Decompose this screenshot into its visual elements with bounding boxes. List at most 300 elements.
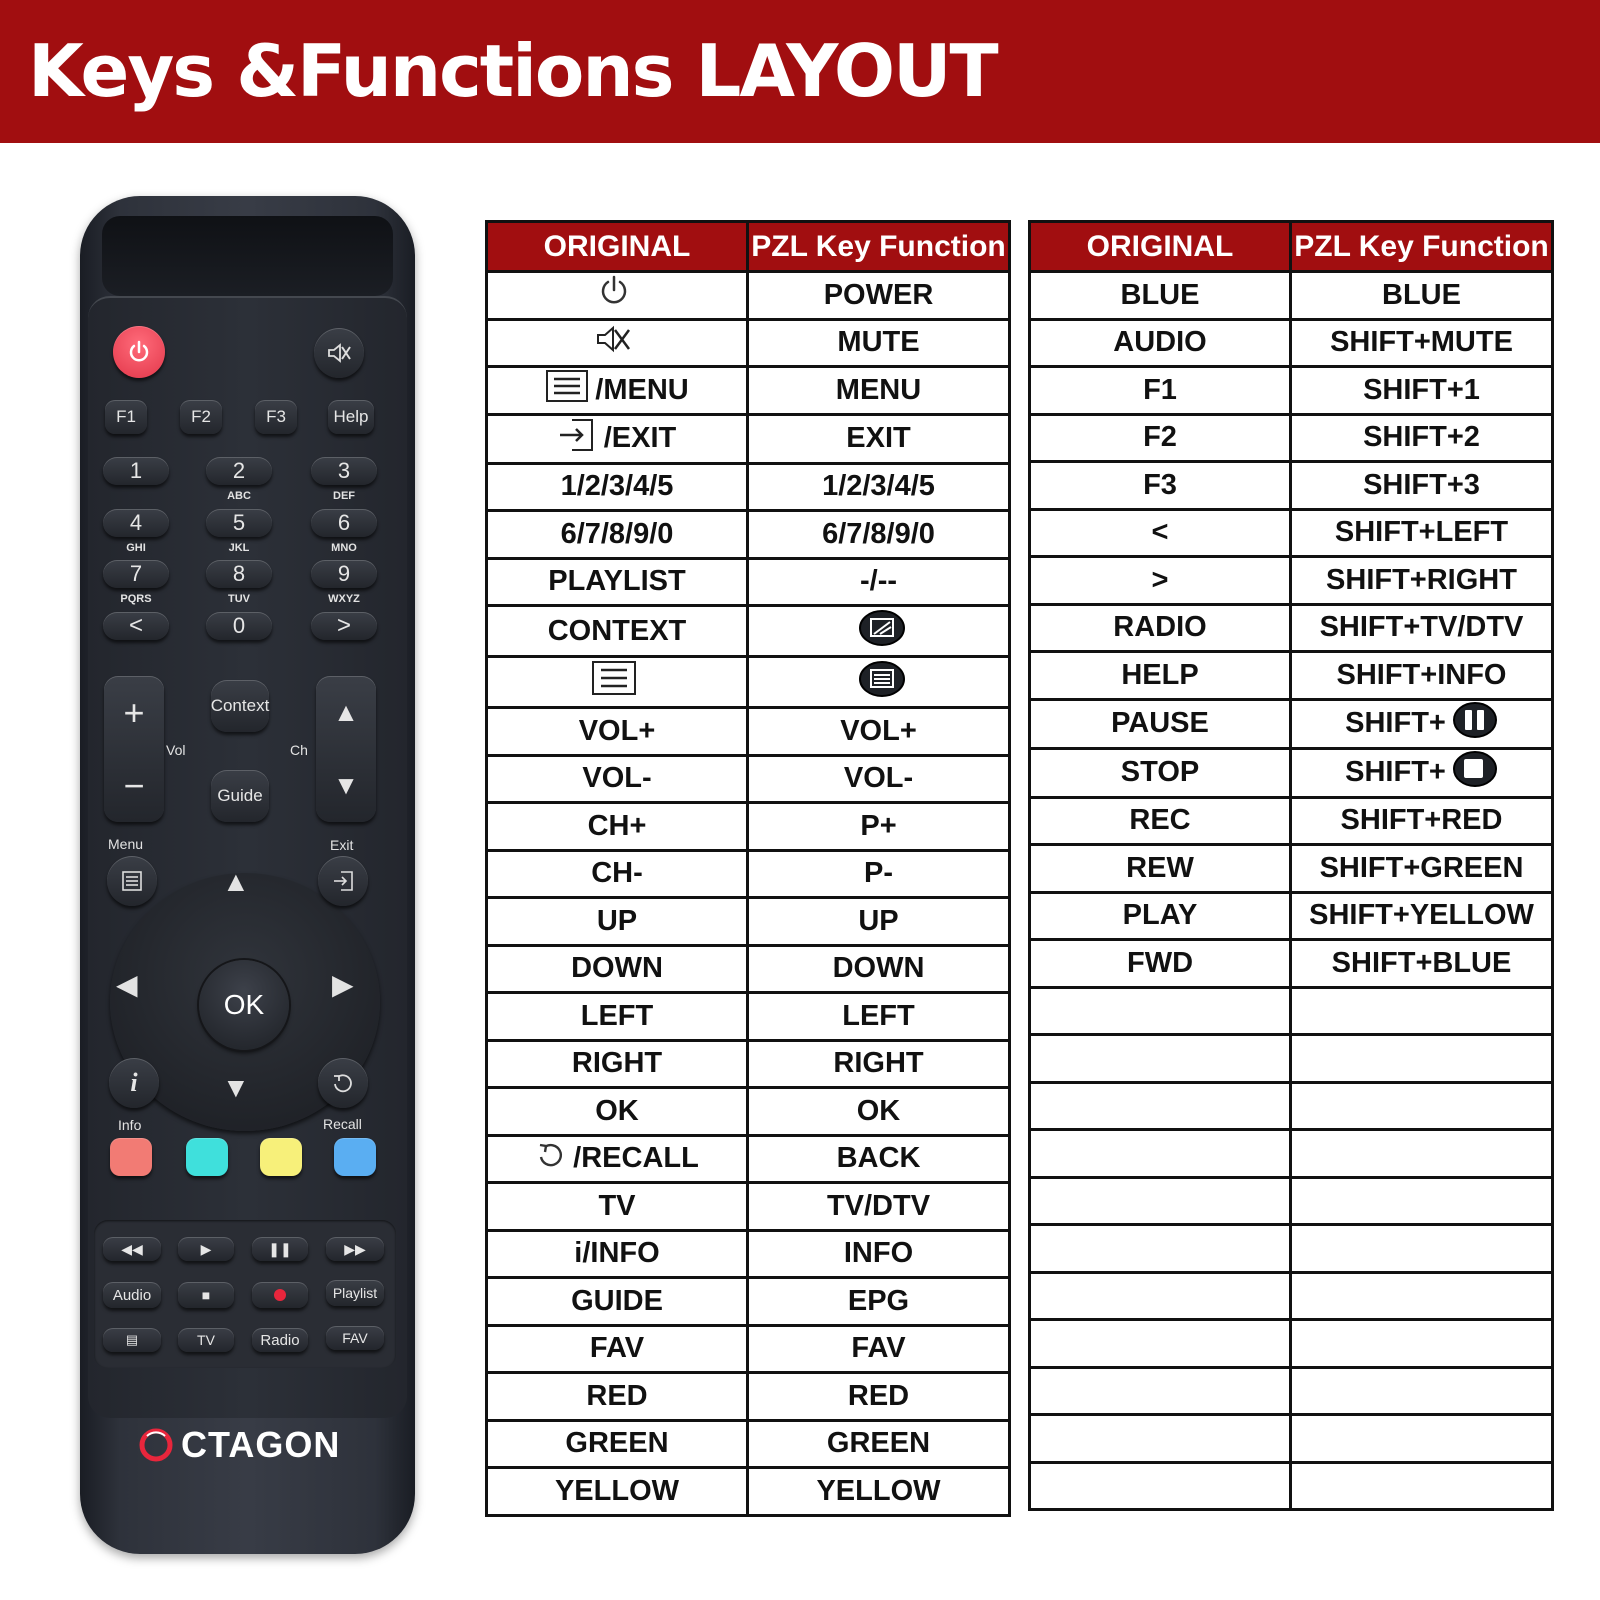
recall-icon — [331, 1071, 355, 1095]
original-key-cell — [487, 606, 748, 657]
cell-content — [579, 715, 656, 748]
pzl-function-cell — [1291, 1035, 1553, 1083]
pzl-function-cell — [1291, 1177, 1553, 1225]
cell-content — [827, 1427, 930, 1460]
cell-text: i/INFO — [574, 1237, 660, 1270]
number-5-letters: JKL — [228, 542, 250, 554]
power-button[interactable] — [113, 326, 165, 378]
zero-button[interactable]: 0 — [206, 612, 272, 640]
cell-text: HELP — [1121, 658, 1199, 691]
cell-text: LEFT — [580, 999, 654, 1032]
cell-text: UP — [596, 904, 638, 937]
number-7-button[interactable]: 7 — [103, 560, 169, 588]
cell-text: BLUE — [1382, 278, 1461, 311]
table-row — [1030, 1082, 1553, 1130]
cell-content — [1152, 564, 1169, 597]
pzl-function-cell — [748, 1325, 1010, 1373]
header-original: ORIGINAL — [487, 222, 748, 272]
teletext-button[interactable]: ▤ — [103, 1328, 161, 1352]
help-button[interactable]: Help — [328, 400, 374, 434]
fav-button[interactable]: FAV — [326, 1326, 384, 1350]
header-pzl-function: PZL Key Function — [748, 222, 1010, 272]
pzl-function-cell — [1291, 892, 1553, 940]
table-row — [487, 463, 1010, 511]
cell-text: SHIFT+BLUE — [1331, 946, 1512, 979]
table-row — [1030, 652, 1553, 700]
number-4-button[interactable]: 4 — [103, 509, 169, 537]
cell-content — [548, 565, 686, 598]
number-3-button[interactable]: 3 — [311, 457, 377, 485]
pzl-function-cell — [1291, 1225, 1553, 1273]
cell-text: < — [1151, 516, 1169, 549]
right-arrow-button[interactable]: > — [311, 612, 377, 640]
number-9-button[interactable]: 9 — [311, 560, 377, 588]
table-row — [1030, 1415, 1553, 1463]
cell-text: REW — [1126, 851, 1194, 884]
cell-content — [844, 1237, 913, 1270]
record-button[interactable] — [252, 1282, 308, 1308]
table-row — [1030, 1177, 1553, 1225]
original-key-cell — [487, 319, 748, 367]
cell-content — [822, 470, 935, 503]
table-row — [487, 272, 1010, 320]
table-row — [487, 1183, 1010, 1231]
cell-text: VOL- — [843, 762, 914, 795]
channel-rocker — [316, 676, 376, 822]
original-key-cell — [1030, 319, 1291, 367]
original-key-cell — [487, 272, 748, 320]
table-row — [1030, 1272, 1553, 1320]
cell-text: P+ — [860, 809, 897, 842]
ir-window — [102, 216, 393, 296]
cell-text: YELLOW — [816, 1474, 941, 1507]
f3-button[interactable]: F3 — [255, 400, 297, 434]
radio-button[interactable]: Radio — [252, 1328, 308, 1352]
pzl-function-cell — [1291, 1130, 1553, 1178]
pzl-function-cell — [1291, 557, 1553, 605]
cell-content — [851, 1332, 905, 1365]
cell-content — [1335, 516, 1508, 549]
cell-text: 1/2/3/4/5 — [822, 470, 935, 503]
green-button[interactable] — [186, 1138, 228, 1176]
cell-text: RED — [847, 1379, 910, 1412]
cell-content — [1363, 421, 1480, 454]
original-key-cell — [1030, 892, 1291, 940]
cell-content — [597, 905, 637, 938]
table-row — [487, 1325, 1010, 1373]
pzl-function-cell — [748, 367, 1010, 415]
original-key-cell — [1030, 272, 1291, 320]
cell-content — [591, 660, 643, 704]
cell-text: F2 — [1143, 421, 1177, 454]
pzl-function-cell — [748, 1135, 1010, 1183]
original-key-cell — [487, 657, 748, 708]
cell-content — [594, 323, 640, 363]
header-banner — [0, 0, 1600, 143]
nav-right-button[interactable]: ▶ — [332, 969, 354, 1000]
ch-label: Ch — [290, 742, 308, 758]
cell-text: OK — [595, 1094, 639, 1127]
cell-text: GREEN — [565, 1427, 669, 1460]
original-key-cell — [1030, 699, 1291, 748]
pzl-function-cell — [748, 463, 1010, 511]
rewind-button[interactable]: ◀◀ — [103, 1237, 161, 1261]
original-key-cell — [487, 463, 748, 511]
table-row — [487, 1135, 1010, 1183]
cell-content — [860, 565, 897, 598]
original-key-cell — [1030, 414, 1291, 462]
cell-content — [842, 1000, 915, 1033]
table-row — [1030, 414, 1553, 462]
volume-rocker — [104, 676, 164, 822]
cell-content — [846, 422, 910, 455]
menu-icon — [545, 369, 589, 411]
power-icon — [597, 274, 631, 316]
power-icon — [126, 339, 152, 365]
cell-text: 6/7/8/9/0 — [560, 517, 674, 550]
recall-label: Recall — [323, 1116, 362, 1132]
original-key-cell — [487, 850, 748, 898]
cell-content — [558, 416, 677, 462]
number-2-button[interactable]: 2 — [206, 457, 272, 485]
pzl-function-cell — [1291, 509, 1553, 557]
recall-button[interactable] — [318, 1058, 368, 1108]
number-8-letters: TUV — [228, 593, 250, 605]
play-button[interactable]: ▶ — [178, 1237, 234, 1261]
cell-content — [816, 1475, 940, 1508]
cell-text: DOWN — [832, 952, 925, 985]
pzl-function-cell — [748, 1230, 1010, 1278]
pzl-function-cell — [748, 414, 1010, 463]
cell-content — [833, 952, 925, 985]
cell-content — [837, 326, 919, 359]
cell-content — [1320, 611, 1524, 644]
cell-content — [1345, 750, 1498, 796]
original-key-cell — [1030, 748, 1291, 797]
guide-button[interactable]: Guide — [211, 770, 269, 822]
table-row — [1030, 1320, 1553, 1368]
cell-content — [555, 1475, 679, 1508]
red-button[interactable] — [110, 1138, 152, 1176]
cell-text: SHIFT+TV/DTV — [1319, 611, 1524, 644]
pzl-function-cell — [1291, 748, 1553, 797]
cell-text: TV/DTV — [826, 1189, 931, 1222]
cell-content — [844, 762, 913, 795]
number-6-letters: MNO — [331, 542, 357, 554]
pzl-function-cell — [748, 1088, 1010, 1136]
nav-down-button[interactable]: ▼ — [222, 1072, 250, 1103]
cell-content — [591, 857, 643, 890]
cell-content — [824, 279, 934, 312]
table-row — [487, 1278, 1010, 1326]
exit-button[interactable] — [318, 856, 368, 906]
pzl-function-cell — [1291, 1082, 1553, 1130]
cell-content — [857, 1095, 901, 1128]
cell-content — [565, 1427, 668, 1460]
cell-content — [1121, 756, 1199, 789]
vol-down-button[interactable]: − — [123, 764, 145, 806]
exit-icon — [558, 416, 598, 462]
cell-text: BACK — [836, 1142, 921, 1175]
cell-content — [1113, 611, 1206, 644]
menu-button[interactable] — [107, 856, 157, 906]
pzl-function-cell — [1291, 1367, 1553, 1415]
cell-text: DOWN — [571, 952, 663, 985]
original-key-cell — [1030, 604, 1291, 652]
original-key-cell — [1030, 1130, 1291, 1178]
original-key-cell — [1030, 557, 1291, 605]
nav-up-button[interactable]: ▲ — [222, 866, 250, 897]
cell-content — [1363, 469, 1480, 502]
table-row — [487, 414, 1010, 463]
cell-content — [582, 762, 651, 795]
cell-content — [837, 1142, 921, 1175]
cell-content — [1326, 564, 1517, 597]
ch-up-button[interactable]: ▲ — [333, 697, 359, 727]
info-label: Info — [118, 1117, 142, 1133]
cell-text: FAV — [589, 1332, 645, 1365]
original-key-cell — [1030, 652, 1291, 700]
number-6-button[interactable]: 6 — [311, 509, 377, 537]
table-row — [1030, 748, 1553, 797]
cell-text: SHIFT+GREEN — [1319, 851, 1524, 884]
cell-text: TV — [598, 1189, 636, 1222]
cell-text: 6/7/8/9/0 — [822, 517, 935, 550]
table-row — [1030, 892, 1553, 940]
pzl-function-cell — [1291, 414, 1553, 462]
cell-text: SHIFT+1 — [1363, 373, 1480, 406]
number-1-button[interactable]: 1 — [103, 457, 169, 485]
cell-content — [581, 1000, 654, 1033]
number-8-button[interactable]: 8 — [206, 560, 272, 588]
page-title: Keys &Functions LAYOUT — [28, 29, 997, 113]
header-original: ORIGINAL — [1030, 222, 1291, 272]
original-key-cell — [487, 945, 748, 993]
pzl-function-cell — [748, 898, 1010, 946]
pzl-function-cell — [748, 945, 1010, 993]
pzl-function-cell — [748, 319, 1010, 367]
cell-text: OK — [856, 1094, 901, 1127]
f1-button[interactable]: F1 — [105, 400, 147, 434]
pzl-function-cell — [1291, 987, 1553, 1035]
pzl-function-cell — [1291, 1320, 1553, 1368]
left-arrow-button[interactable]: < — [103, 612, 169, 640]
exit-label: Exit — [330, 837, 354, 853]
number-3-letters: DEF — [333, 490, 355, 502]
original-key-cell — [487, 414, 748, 463]
cell-text: SHIFT+ — [1345, 707, 1446, 739]
audio-button[interactable]: Audio — [103, 1282, 161, 1308]
pzl-function-cell — [748, 1468, 1010, 1516]
fast-forward-button[interactable]: ▶▶ — [326, 1237, 384, 1261]
cell-text: PAUSE — [1111, 707, 1209, 739]
pzl-function-cell — [748, 606, 1010, 657]
table-row — [1030, 367, 1553, 415]
table-row — [487, 945, 1010, 993]
table-row — [487, 1230, 1010, 1278]
table-row — [1030, 845, 1553, 893]
table-row — [487, 367, 1010, 415]
pzl-function-cell — [748, 708, 1010, 756]
cell-content — [561, 518, 674, 551]
pzl-function-cell — [748, 850, 1010, 898]
cell-text: RADIO — [1113, 611, 1207, 644]
table-row — [487, 1468, 1010, 1516]
cell-content — [1111, 707, 1209, 740]
number-5-button[interactable]: 5 — [206, 509, 272, 537]
original-key-cell — [487, 1278, 748, 1326]
original-key-cell — [1030, 845, 1291, 893]
cell-text: GREEN — [826, 1427, 931, 1460]
pzl-function-cell — [748, 272, 1010, 320]
ok-button[interactable]: OK — [199, 960, 289, 1050]
yellow-button[interactable] — [260, 1138, 302, 1176]
cell-text: > — [1151, 563, 1169, 596]
table-row — [487, 1088, 1010, 1136]
cell-content — [1152, 516, 1169, 549]
pzl-function-cell — [748, 803, 1010, 851]
cell-content — [597, 274, 637, 316]
cell-text: SHIFT+2 — [1363, 421, 1480, 454]
cell-text: SHIFT+MUTE — [1330, 326, 1513, 359]
mute-button[interactable] — [314, 328, 364, 378]
cell-content — [1337, 659, 1507, 692]
table-row — [487, 850, 1010, 898]
number-2-letters: ABC — [227, 490, 251, 502]
cell-text: EPG — [847, 1284, 910, 1317]
number-7-letters: PQRS — [120, 593, 152, 605]
cell-content — [1345, 701, 1498, 747]
original-key-cell — [487, 1088, 748, 1136]
cell-text: SHIFT+3 — [1363, 468, 1480, 501]
cell-text: YELLOW — [554, 1474, 680, 1507]
nav-left-button[interactable]: ◀ — [116, 969, 138, 1000]
cell-content — [848, 1285, 909, 1318]
cell-text: REC — [1129, 804, 1191, 837]
table-row — [487, 657, 1010, 708]
table-row — [487, 319, 1010, 367]
original-key-cell — [1030, 987, 1291, 1035]
pzl-function-cell — [1291, 604, 1553, 652]
cell-text: PLAY — [1122, 899, 1198, 932]
cell-text: SHIFT+RIGHT — [1326, 563, 1517, 596]
pzl-function-cell — [1291, 845, 1553, 893]
cell-content — [848, 1380, 909, 1413]
original-key-cell — [487, 511, 748, 559]
mute-icon — [326, 341, 352, 365]
tv-button[interactable]: TV — [178, 1328, 234, 1352]
cell-content — [588, 810, 647, 843]
cell-content — [1330, 326, 1513, 359]
cell-content — [590, 1332, 644, 1365]
cell-content — [535, 1139, 699, 1179]
cell-text: CONTEXT — [547, 614, 687, 647]
table-row — [1030, 1367, 1553, 1415]
vol-up-button[interactable]: + — [123, 691, 145, 733]
cell-content — [860, 810, 896, 843]
original-key-cell — [487, 1420, 748, 1468]
f2-button[interactable]: F2 — [180, 400, 222, 434]
original-key-cell — [1030, 1225, 1291, 1273]
original-key-cell — [487, 708, 748, 756]
cell-content — [586, 1380, 647, 1413]
pause-button[interactable]: ❚❚ — [252, 1237, 308, 1261]
cell-text: RIGHT — [571, 1047, 663, 1080]
pzl-function-cell — [1291, 1462, 1553, 1510]
original-key-cell — [1030, 1082, 1291, 1130]
cell-text: 1/2/3/4/5 — [560, 470, 674, 503]
blue-button[interactable] — [334, 1138, 376, 1176]
table-row — [1030, 1130, 1553, 1178]
table-row — [1030, 509, 1553, 557]
cell-text: VOL- — [582, 762, 652, 795]
number-9-letters: WXYZ — [328, 593, 360, 605]
table-row — [1030, 272, 1553, 320]
cell-content — [1143, 469, 1177, 502]
cell-content — [1127, 947, 1193, 980]
context-button[interactable]: Context — [211, 680, 269, 732]
cell-text: VOL+ — [840, 714, 917, 747]
pzl-function-cell — [748, 1373, 1010, 1421]
original-key-cell — [1030, 1320, 1291, 1368]
cell-text: MENU — [835, 373, 922, 406]
cell-content — [595, 1095, 639, 1128]
cell-content — [1341, 804, 1503, 837]
info-button[interactable]: i — [109, 1058, 159, 1108]
cell-text: UP — [858, 904, 899, 937]
cell-text: F3 — [1143, 468, 1177, 501]
cell-content — [833, 1047, 923, 1080]
pzl-function-cell — [748, 755, 1010, 803]
cell-content — [598, 1190, 635, 1223]
original-key-cell — [1030, 367, 1291, 415]
cell-text: LEFT — [842, 999, 915, 1032]
context-button-icon — [858, 609, 906, 655]
original-key-cell — [487, 1325, 748, 1373]
cell-text: /RECALL — [573, 1142, 699, 1175]
cell-text: SHIFT+YELLOW — [1309, 899, 1534, 932]
stop-button[interactable]: ■ — [178, 1282, 234, 1308]
ch-down-button[interactable]: ▼ — [333, 770, 359, 800]
table-header-row — [487, 222, 1010, 272]
original-key-cell — [487, 1183, 748, 1231]
cell-content — [571, 1285, 663, 1318]
cell-text: MUTE — [837, 326, 920, 359]
vol-label: Vol — [166, 742, 186, 758]
playlist-button[interactable]: Playlist — [326, 1280, 384, 1306]
cell-content — [858, 905, 898, 938]
table-row — [1030, 462, 1553, 510]
key-mapping-table-right — [1028, 220, 1554, 1511]
table-row — [1030, 940, 1553, 988]
cell-text: F1 — [1143, 373, 1177, 406]
cell-content — [1363, 374, 1480, 407]
cell-content — [1129, 804, 1190, 837]
original-key-cell — [487, 1373, 748, 1421]
table-row — [1030, 1035, 1553, 1083]
original-key-cell — [487, 1135, 748, 1183]
table-row — [1030, 557, 1553, 605]
cell-content — [545, 369, 688, 411]
pause-button-icon — [1452, 701, 1498, 747]
cell-text: VOL+ — [578, 714, 656, 747]
cell-text: SHIFT+RED — [1340, 804, 1503, 837]
cell-content — [1332, 947, 1512, 980]
brand-logo — [137, 1424, 340, 1466]
original-key-cell — [487, 1468, 748, 1516]
table-row — [487, 898, 1010, 946]
cell-text: INFO — [843, 1237, 914, 1270]
